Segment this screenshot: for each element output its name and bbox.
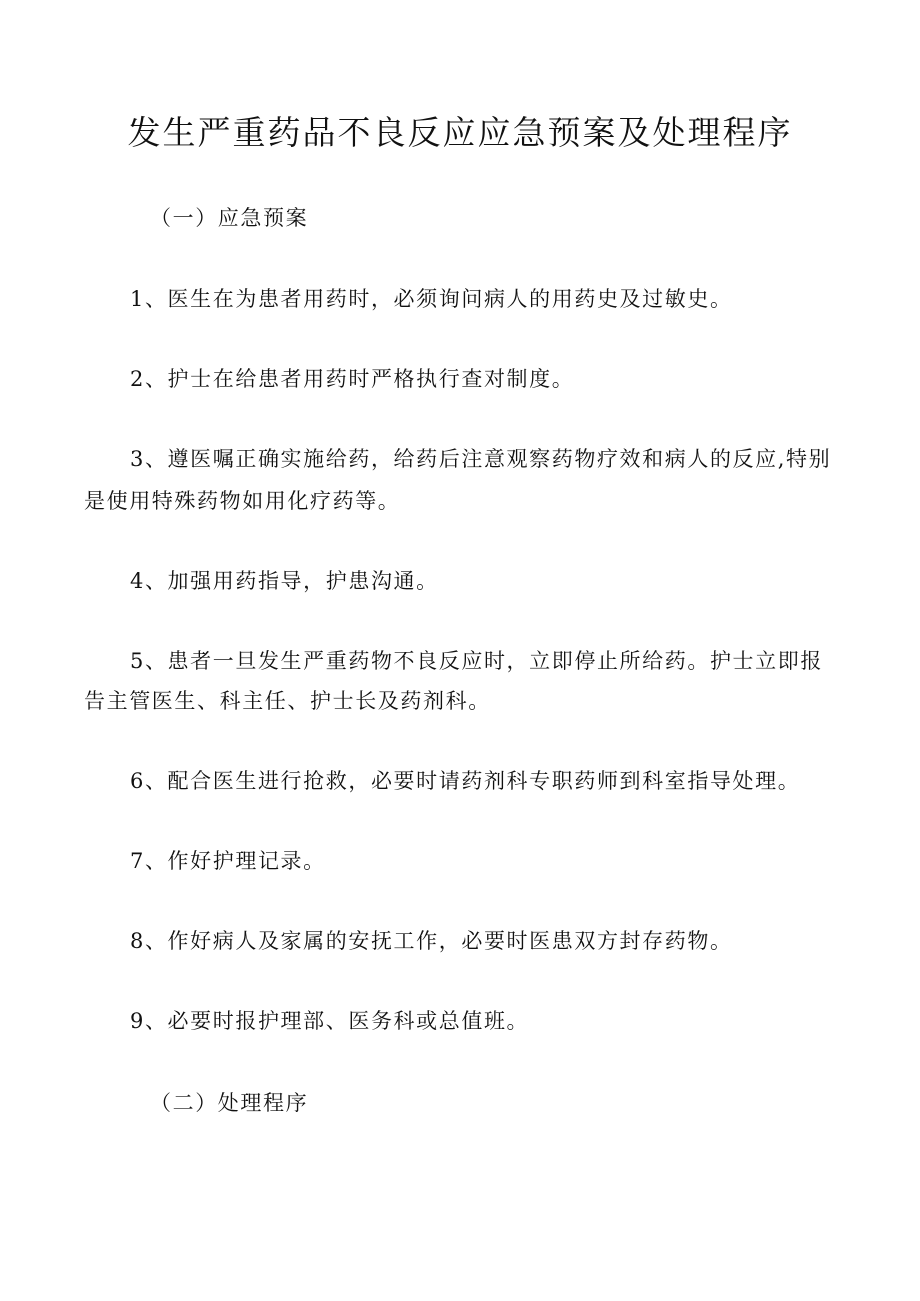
list-item-9: 9、必要时报护理部、医务科或总值班。 (130, 1009, 530, 1033)
list-item-8: 8、作好病人及家属的安抚工作，必要时医患双方封存药物。 (130, 929, 733, 953)
list-item-2: 2、护士在给患者用药时严格执行查对制度。 (130, 367, 575, 391)
list-item-7: 7、作好护理记录。 (130, 849, 326, 873)
list-item-3-continuation: 是使用特殊药物如用化疗药等。 (84, 489, 401, 513)
section-heading-procedure: （二）处理程序 (150, 1091, 309, 1115)
list-item-5: 5、患者一旦发生严重药物不良反应时，立即停止所给药。护士立即报 (130, 649, 823, 673)
list-item-5-continuation: 告主管医生、科主任、护士长及药剂科。 (84, 689, 491, 713)
list-item-4: 4、加强用药指导，护患沟通。 (130, 569, 439, 593)
document-title: 发生严重药品不良反应应急预案及处理程序 (127, 113, 793, 152)
list-item-3: 3、遵医嘱正确实施给药，给药后注意观察药物疗效和病人的反应,特别 (130, 447, 832, 471)
section-heading-emergency-plan: （一）应急预案 (150, 206, 309, 230)
list-item-1: 1、医生在为患者用药时，必须询问病人的用药史及过敏史。 (130, 287, 733, 311)
list-item-6: 6、配合医生进行抢救，必要时请药剂科专职药师到科室指导处理。 (130, 769, 801, 793)
